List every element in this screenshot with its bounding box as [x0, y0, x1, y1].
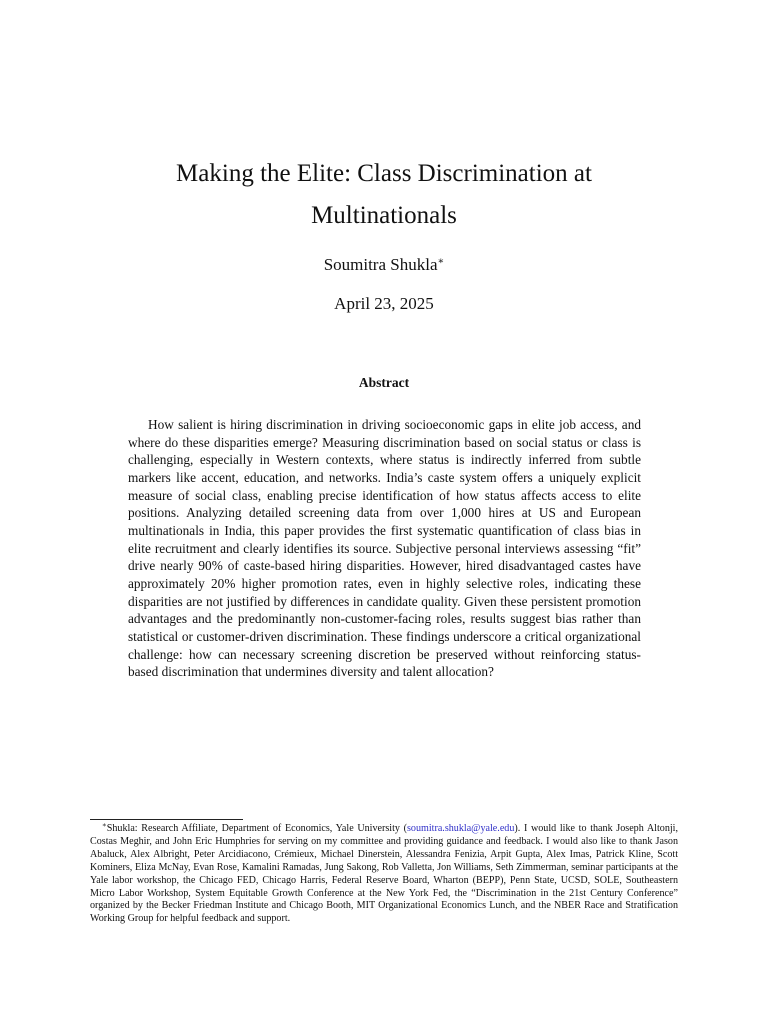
footnote-acknowledgements-text: ). I would like to thank Joseph Altonji, Costas Meghir, and John Eric Humphries for serving on my committee and providing guidance and feedback. I would also like to thank Jason Abaluck, Alex Albright, Peter Arcidiacono, Crémieux, Michael Dinerstein, Alessandra Fenizia, Arpit Gupta, Alex Imas, Patrick Kline, Scott Kominers, Eliza McNay, Evan Rose, Kamalini Ramadas, Jung Sakong, Rob Valletta, Jon Williams, Seth Zimmerman, seminar participants at the Yale labor workshop, the Chicago FED, Chicago Harris, Federal Reserve Board, Wharton (BEPP), Penn State, UCSD, SOLE, Southeastern Micro Labor Workshop, System Equitable Growth Conference at the New York Fed, the “Discrimination in the 21st Century Conference” organized by the Becker Friedman Institute and Chicago Booth, MIT Organizational Economics Lunch, and the NBER Race and Stratification Working Group for helpful feedback and support.	[90, 823, 678, 925]
footnote-affiliation-text: Shukla: Research Affiliate, Department of Economics, Yale University (	[106, 823, 407, 834]
paper-title	[0, 153, 768, 237]
paper-date: April 23, 2025	[334, 294, 434, 313]
paper-title-line-1: Making the Elite: Class Discrimination at	[176, 160, 592, 187]
footnote-divider	[90, 819, 243, 820]
paper-title-line-2: Multinationals	[311, 202, 457, 229]
abstract-body: How salient is hiring discrimination in driving socioeconomic gaps in elite job access, and where do these disparities emerge? Measuring discrimination based on social status or class is challenging, especially in Western contexts, where status is indirectly inferred from subtle markers like accent, education, and networks. India’s caste system offers a uniquely explicit measure of social class, enabling precise identification of how status affects access to elite positions. Analyzing detailed screening data from over 1,000 hires at US and European multinationals in India, this paper provides the first systematic quantification of class bias in elite recruitment and clearly identifies its source. Subjective personal interviews assessing “fit” drive nearly 90% of caste-based hiring disparities. However, hired disadvantaged castes have approximately 20% higher promotion rates, even in highly selective roles, indicating these disparities are not justified by differences in candidate quality. Given these persistent promotion advantages and the predominantly non-customer-facing roles, results suggest bias rather than statistical or customer-driven discrimination. These findings underscore a critical organizational challenge: how can necessary screening discretion be preserved without reinforcing status-based discrimination that undermines diversity and talent allocation?	[128, 417, 641, 680]
footnote-mark: ∗	[102, 821, 107, 829]
author-line	[0, 253, 768, 277]
abstract-heading: Abstract	[358, 375, 410, 390]
author-name: Soumitra Shukla	[323, 255, 438, 274]
author-footnote-mark[interactable]: ∗	[437, 256, 445, 267]
author-email-link[interactable]: soumitra.shukla@yale.edu	[406, 823, 515, 834]
footnote	[90, 823, 678, 926]
